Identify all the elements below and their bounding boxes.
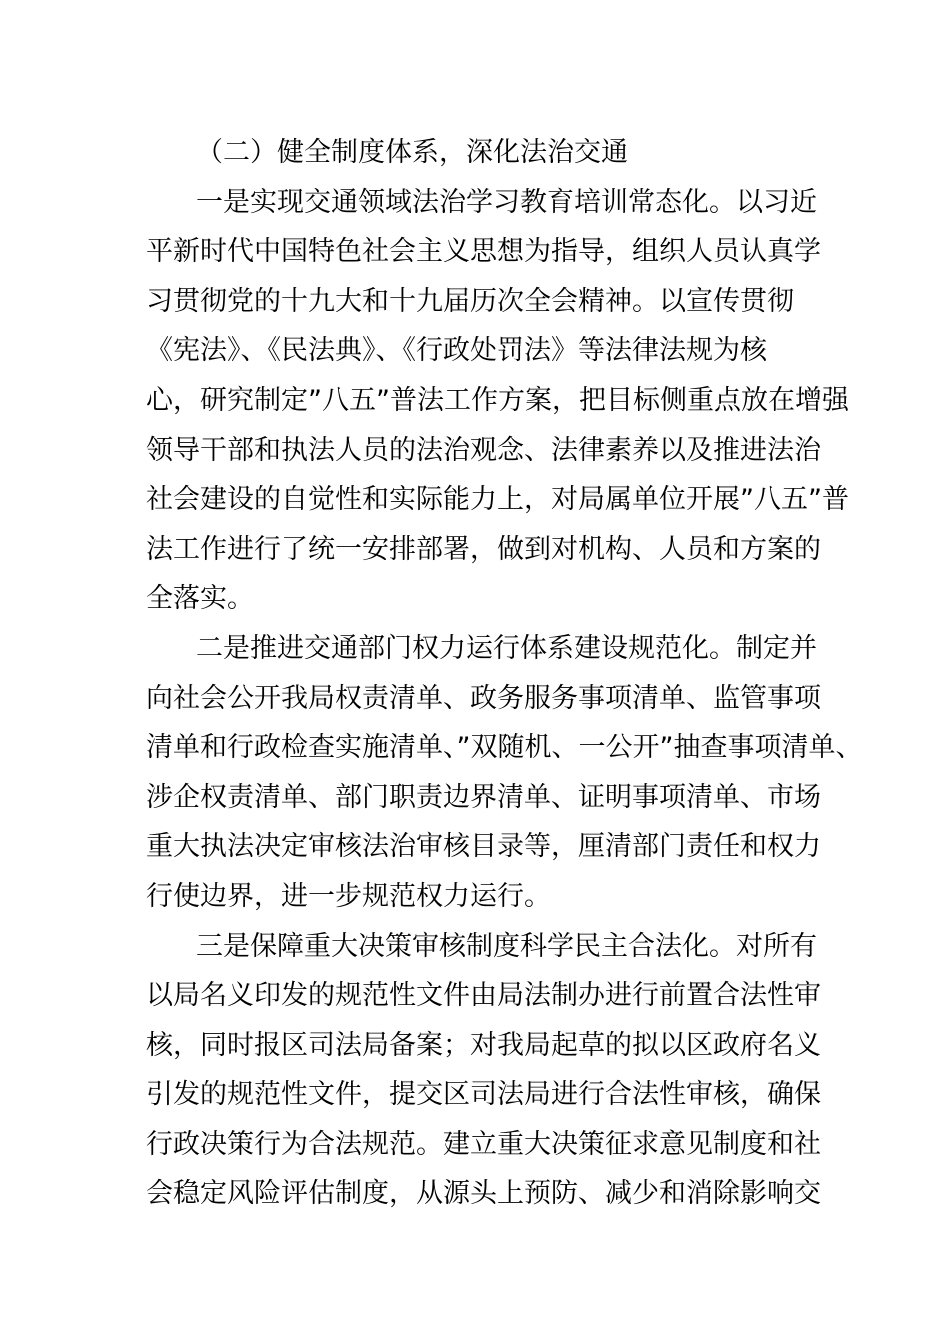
paragraph-3 [146,922,821,1220]
paragraph-line: 涉企权责清单、部门职责边界清单、证明事项清单、市场 [146,781,821,813]
paragraph-line: 平新时代中国特色社会主义思想为指导，组织人员认真学 [146,236,821,268]
paragraph-line: 会稳定风险评估制度，从源头上预防、减少和消除影响交 [146,1178,821,1210]
paragraph-line: 二是推进交通部门权力运行体系建设规范化。制定并 [196,632,817,664]
paragraph-line: 一是实现交通领域法治学习教育培训常态化。以习近 [196,186,817,218]
paragraph-line: 三是保障重大决策审核制度科学民主合法化。对所有 [196,930,817,962]
paragraph-line: 以局名义印发的规范性文件由局法制办进行前置合法性审 [146,980,821,1012]
paragraph-line: 习贯彻党的十九大和十九届历次全会精神。以宣传贯彻 [146,285,794,317]
paragraph-2 [146,624,863,922]
paragraph-line: 行政决策行为合法规范。建立重大决策征求意见制度和社 [146,1128,821,1160]
paragraph-line: 核，同时报区司法局备案；对我局起草的拟以区政府名义 [146,1029,821,1061]
paragraph-line: 社会建设的自觉性和实际能力上，对局属单位开展”八五”普 [146,484,849,516]
paragraph-line: 重大执法决定审核法治审核目录等，厘清部门责任和权力 [146,831,821,863]
paragraph-line: 行使边界，进一步规范权力运行。 [146,880,551,912]
paragraph-line: 向社会公开我局权责清单、政务服务事项清单、监管事项 [146,682,821,714]
paragraph-1 [146,178,849,624]
paragraph-line: 清单和行政检查实施清单、”双随机、一公开”抽查事项清单、 [146,732,863,764]
paragraph-line: 《宪法》、《民法典》、《行政处罚法》等法律法规为核 [146,335,767,367]
paragraph-line: 全落实。 [146,583,254,615]
paragraph-line: 心，研究制定”八五”普法工作方案，把目标侧重点放在增强 [146,384,849,416]
paragraph-line: 引发的规范性文件，提交区司法局进行合法性审核，确保 [146,1079,821,1111]
section-heading: （二）健全制度体系，深化法治交通 [196,137,628,168]
document-body [146,128,863,1219]
paragraph-line: 领导干部和执法人员的法治观念、法律素养以及推进法治 [146,434,821,466]
paragraph-line: 法工作进行了统一安排部署，做到对机构、人员和方案的 [146,533,821,565]
